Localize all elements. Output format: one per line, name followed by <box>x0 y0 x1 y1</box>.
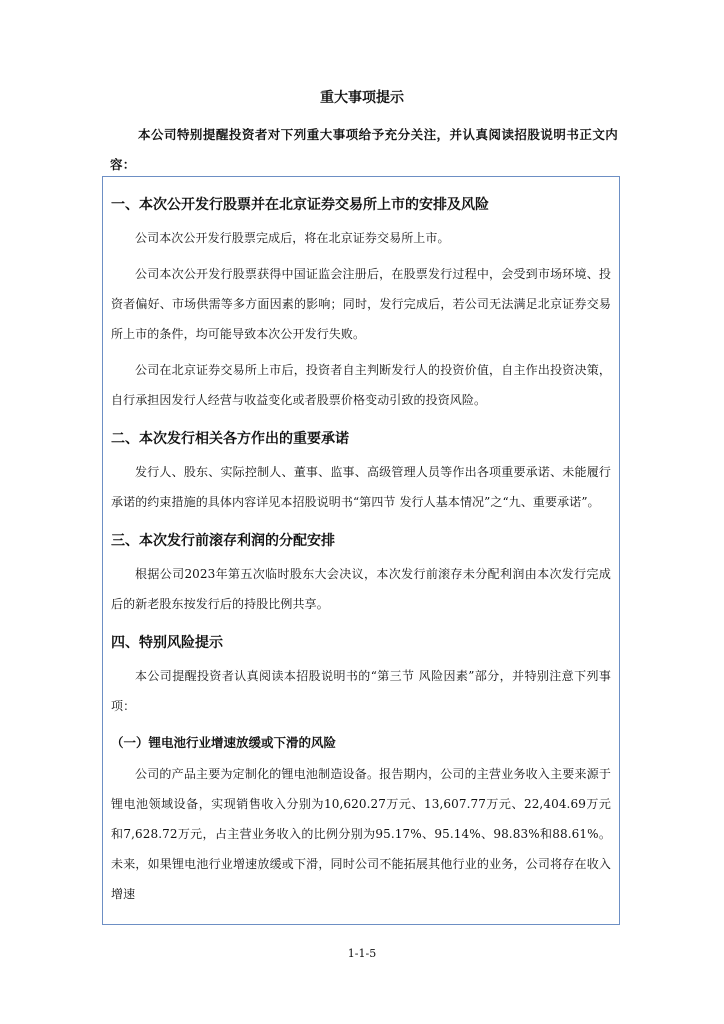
highlight-box-content <box>103 177 619 909</box>
section-4-heading: 四、特别风险提示 <box>111 635 223 651</box>
subsection-1-heading: （一）锂电池行业增速放缓或下滑的风险 <box>111 735 337 750</box>
section-4-paragraph-1: 本公司提醒投资者认真阅读本招股说明书的“第三节 风险因素”部分，并特别注意下列事项： <box>111 669 611 713</box>
section-1-paragraph-1: 公司本次公开发行股票完成后，将在北京证券交易所上市。 <box>135 231 450 245</box>
section-2-heading: 二、本次发行相关各方作出的重要承诺 <box>111 431 349 447</box>
section-1-paragraph-3: 公司在北京证券交易所上市后，投资者自主判断发行人的投资价值，自主作出投资决策，自行承担因发行人经营与收益变化或者股票价格变动引致的投资风险。 <box>111 363 611 407</box>
section-2-paragraph-1: 发行人、股东、实际控制人、董事、监事、高级管理人员等作出各项重要承诺、未能履行承诺的约束措施的具体内容详见本招股说明书“第四节 发行人基本情况”之“九、重要承诺”。 <box>111 465 611 509</box>
section-1-heading: 一、本次公开发行股票并在北京证券交易所上市的安排及风险 <box>111 197 489 213</box>
section-1-paragraph-2: 公司本次公开发行股票获得中国证监会注册后，在股票发行过程中，会受到市场环境、投资者偏好、市场供需等多方面因素的影响；同时，发行完成后，若公司无法满足北京证券交易所上市的条件，均可能导致本次公开发行失败。 <box>111 267 611 341</box>
highlight-box <box>102 176 620 925</box>
subsection-1-paragraph-1: 公司的产品主要为定制化的锂电池制造设备。报告期内，公司的主营业务收入主要来源于锂电池领域设备，实现销售收入分别为10,620.27万元、13,607.77万元、22,404.69万元和7,628.72万元，占主营业务收入的比例分别为95.17%、95.14%、98.83%和88.61%。未来，如果锂电池行业增速放缓或下滑，同时公司不能拓展其他行业的业务，公司将存在收入增速 <box>111 767 611 901</box>
page-title: 重大事项提示 <box>320 90 404 106</box>
section-3-paragraph-1: 根据公司2023年第五次临时股东大会决议，本次发行前滚存未分配利润由本次发行完成后的新老股东按发行后的持股比例共享。 <box>111 567 611 611</box>
intro-paragraph: 本公司特别提醒投资者对下列重大事项给予充分关注，并认真阅读招股说明书正文内容： <box>110 127 618 172</box>
page-number: 1-1-5 <box>347 947 377 960</box>
section-3-heading: 三、本次发行前滚存利润的分配安排 <box>111 533 335 549</box>
